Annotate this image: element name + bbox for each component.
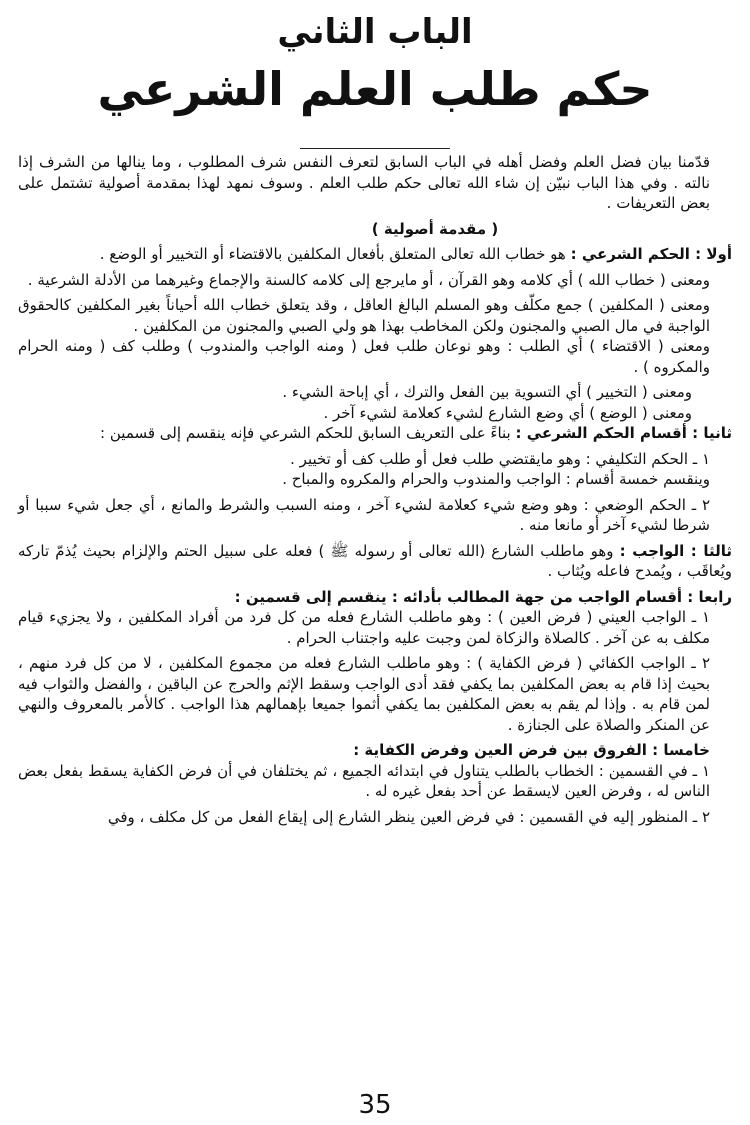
section-heading-intro: ( مقدمة أصولية ) bbox=[371, 219, 499, 238]
wajib-ayni: ١ ـ الواجب العيني ( فرض العين ) : وهو ماطلب الشارع فعله من كل فرد من أفراد المكلفين ، ولا يجزيء قيام مكلف به عن آخر . كالصلاة والزكاة لمن وجبت عليه واجتناب الحرام . bbox=[18, 608, 710, 647]
third-section bbox=[18, 541, 732, 582]
meaning-mukallafin: ومعنى ( المكلفين ) جمع مكلّف وهو المسلم البالغ العاقل ، وقد يتعلق خطاب الله أحياناً بغير المكلفين كالحقوق الواجبة في مال الصبي والمجنون ولكن المخاطب بهذا هو ولي الصبي والمجنون من المكلفين . bbox=[18, 296, 710, 335]
second-label: ثانيا : أقسام الحكم الشرعي : bbox=[515, 424, 732, 442]
third-label: ثالثا : الواجب : bbox=[619, 541, 732, 560]
chapter-title: الباب الثاني bbox=[277, 12, 473, 52]
second-section bbox=[18, 423, 732, 444]
meaning-takhyir: ومعنى ( التخيير ) أي التسوية بين الفعل والترك ، أي إباحة الشيء . bbox=[282, 383, 692, 401]
hukm-wadi: ٢ ـ الحكم الوضعي : وهو وضع شيء كعلامة لشيء آخر ، ومنه السبب والشرط والمانع ، أي جعل شيء سببا أو شرطا لشيء آخر أو مانعا منه . bbox=[18, 495, 710, 534]
meaning-khitab: ومعنى ( خطاب الله ) أي كلامه وهو القرآن ، أو مايرجع إلى كلامه كالسنة والإجماع وغيرهما من الأدلة الشرعية . bbox=[27, 270, 710, 289]
fourth-section: رابعا : أقسام الواجب من جهة المطالب بأدائه : ينقسم إلى قسمين : bbox=[234, 587, 732, 606]
difference-one: ١ ـ في القسمين : الخطاب بالطلب يتناول في ابتدائه الجميع ، ثم يختلفان في أن فرض الكفاية يسقط بفعل بعض الناس له ، وفرض العين لايسقط عن أحد بفعل غيره له . bbox=[18, 761, 710, 800]
meaning-iqtida: ومعنى ( الاقتضاء ) أي الطلب : وهو نوعان طلب فعل ( ومنه الواجب والمندوب ) وطلب كف ( ومنه الحرام والمكروه ) . bbox=[18, 337, 710, 376]
first-definition bbox=[18, 244, 732, 265]
wajib-kifai: ٢ ـ الواجب الكفائي ( فرض الكفاية ) : وهو ماطلب الشارع فعله من مجموع المكلفين ، لا من كل فرد منهم ، بحيث إذا قام به بعض المكلفين بما يكفي فقد أدى الواجب وسقط الإثم والحرج عن الباقين ، والفضل والثواب فيه لمن قام به . وإذا لم يقم به بعض المكلفين بما يكفي أثموا جميعا بإهمالهم هذا الواجب . كالأمر بالمعروف والنهي عن المنكر والصلاة على الجنازة . bbox=[18, 654, 710, 734]
hukm-taklifi: ١ ـ الحكم التكليفي : وهو مايقتضي طلب فعل أو طلب كف أو تخيير . bbox=[290, 449, 710, 468]
hukm-taklifi-divisions: وينقسم خمسة أقسام : الواجب والمندوب والحرام والمكروه والمباح . bbox=[282, 470, 710, 488]
body-text bbox=[18, 152, 732, 827]
intro-paragraph: قدّمنا بيان فضل العلم وفضل أهله في الباب السابق لتعرف النفس شرف المطلوب ، وما ينالها من الشرف إذا نالته . وفي هذا الباب نبيّن إن شاء الله تعالى حكم طلب العلم . وسوف نمهد لهذا بمقدمة أصولية تشتمل على بعض التعريفات . bbox=[18, 153, 710, 212]
fifth-section: خامسا : الفروق بين فرض العين وفرض الكفاية : bbox=[353, 741, 710, 759]
chapter-header bbox=[0, 8, 750, 120]
first-text: هو خطاب الله تعالى المتعلق بأفعال المكلفين بالاقتضاء أو التخيير أو الوضع . bbox=[99, 245, 566, 263]
second-text: بناءً على التعريف السابق للحكم الشرعي فإنه ينقسم إلى قسمين : bbox=[100, 424, 511, 442]
third-text: وهو ماطلب الشارع (الله تعالى أو رسوله ﷺ ) فعله على سبيل الحتم والإلزام بحيث يُذمّ تاركه ويُعاقَب ، ويُمدح فاعله ويُثاب . bbox=[18, 541, 732, 580]
first-label: أولا : الحكم الشرعي : bbox=[570, 245, 732, 263]
page-number: 35 bbox=[358, 1090, 392, 1120]
meaning-wad: ومعنى ( الوضع ) أي وضع الشارع لشيء كعلامة لشيء آخر . bbox=[323, 403, 692, 422]
title-divider bbox=[300, 148, 450, 149]
chapter-subtitle: حكم طلب العلم الشرعي bbox=[97, 62, 653, 116]
difference-two: ٢ ـ المنظور إليه في القسمين : في فرض العين ينظر الشارع إلى إيقاع الفعل من كل مكلف ، وفي bbox=[107, 807, 710, 826]
